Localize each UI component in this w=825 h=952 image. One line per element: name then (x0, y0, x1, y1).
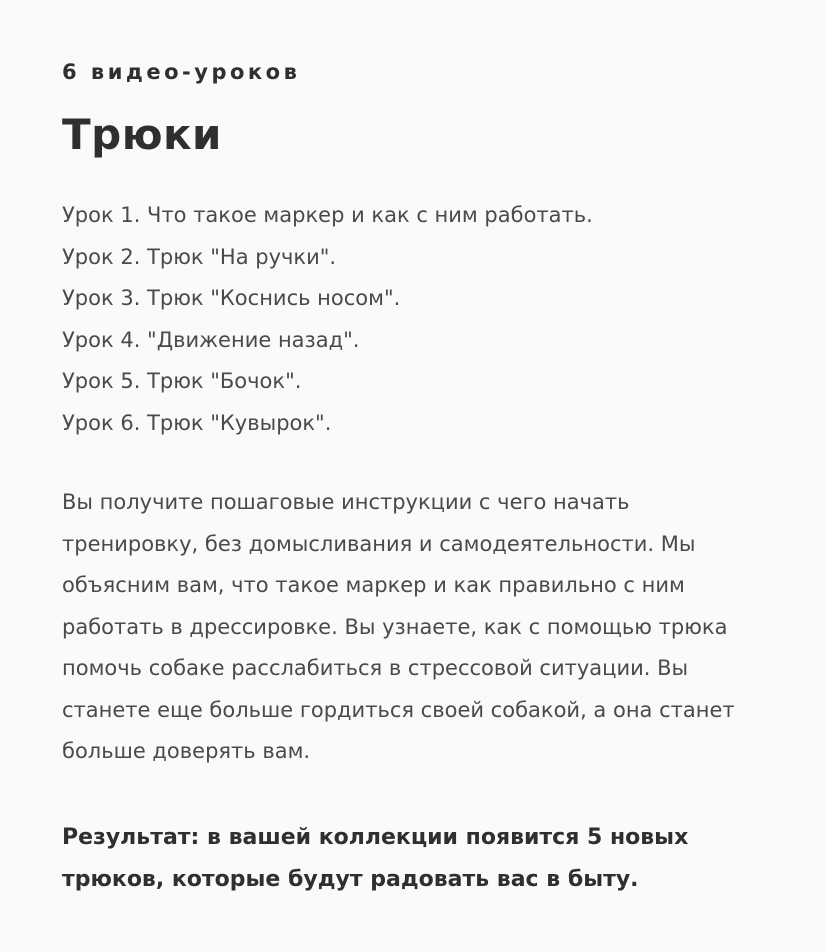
lesson-item: Урок 1. Что такое маркер и как с ним работать. (62, 203, 593, 227)
lesson-item: Урок 6. Трюк "Кувырок". (62, 410, 332, 435)
lesson-count-label: 6 видео-уроков (62, 60, 301, 84)
course-description: Вы получите пошаговые инструкции с чего начать тренировку, без домысливания и самодеятельности. Мы объясним вам, что такое маркер и как правильно с ним работать в дрессировке. Вы узнаете, как с помощью трюка помочь собаке расслабиться в стрессовой ситуации. Вы станете еще больше гордиться своей собакой, а она станет больше доверять вам. (62, 490, 735, 763)
lesson-item: Урок 4. "Движение назад". (62, 327, 360, 352)
lesson-list (62, 195, 593, 444)
lesson-item: Урок 3. Трюк "Коснись носом". (62, 286, 401, 310)
course-result: Результат: в вашей коллекции появится 5 новых трюков, которые будут радовать вас в быту. (62, 825, 689, 892)
lesson-item: Урок 2. Трюк "На ручки". (62, 244, 337, 269)
course-title: Трюки (62, 110, 222, 159)
lesson-item: Урок 5. Трюк "Бочок". (62, 369, 302, 393)
